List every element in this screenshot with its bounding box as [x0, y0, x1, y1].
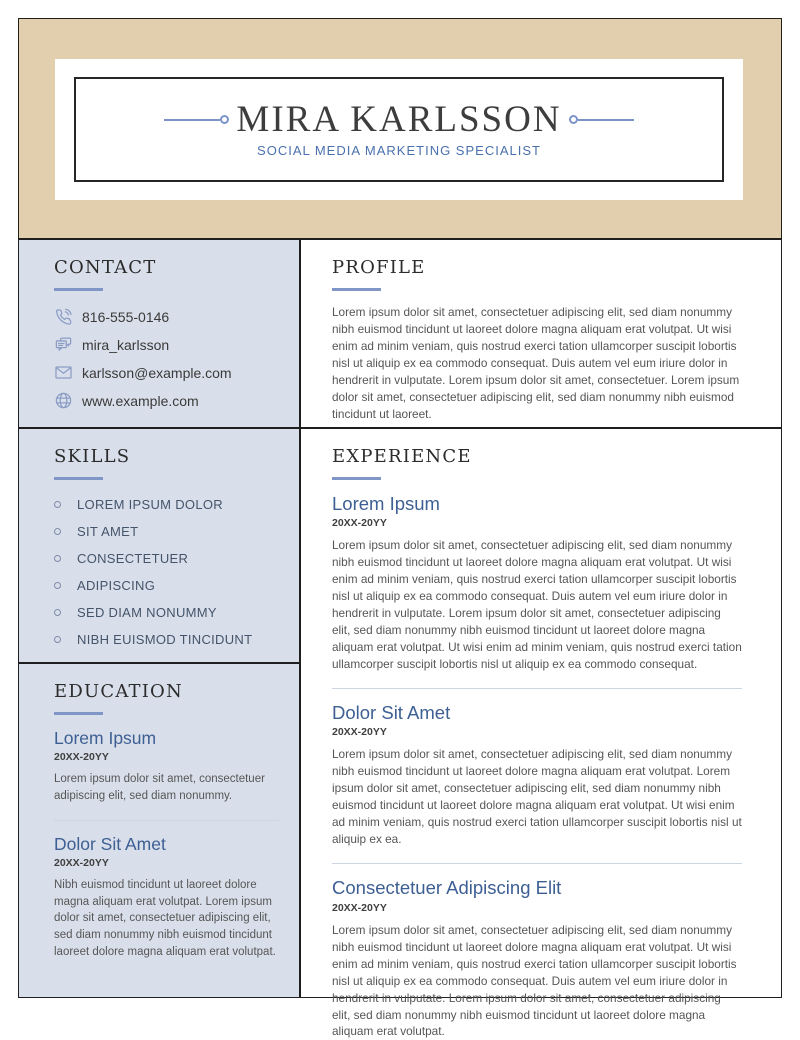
experience-entry-body: Lorem ipsum dolor sit amet, consectetuer adipiscing elit, sed diam nonummy nibh euismod tincidunt ut laoreet dolore magna aliquam erat volutpat. Ut wisi enim ad minim veniam, quis nostrud exerci tation ullamcorper suscipit lobortis nisl ut aliquip ex ea commodo consequat. Duis autem vel eum iriure dolor in hendrerit in vulputate. Lorem ipsum dolor sit amet, consectetuer adipiscing elit, sed diam nonummy nibh euismod tincidunt ut laoreet dolore magna aliquam erat volutpat. Ut wisi enim ad minim veniam, quis nostrud exerci tation ullamcorper suscipit lobortis nisl ut aliquip ex ea commodo consequat. — [332, 538, 742, 672]
contact-website-value: www.example.com — [82, 392, 199, 409]
experience-entry-dates: 20XX-20YY — [332, 901, 387, 914]
education-entry — [54, 834, 279, 960]
skills-list — [54, 497, 279, 647]
flourish-line — [578, 119, 634, 121]
experience-entry-title: Dolor Sit Amet — [332, 702, 451, 724]
education-entry-title: Dolor Sit Amet — [54, 834, 166, 855]
left-flourish — [164, 115, 229, 124]
experience-entry-body: Lorem ipsum dolor sit amet, consectetuer adipiscing elit, sed diam nonummy nibh euismod tincidunt ut laoreet dolore magna aliquam erat volutpat. Ut wisi enim ad minim veniam, quis nostrud exerci tation ullamcorper suscipit lobortis nisl ut aliquip ex ea commodo consequat. Duis autem vel eum iriure dolor in hendrerit in vulputate. Lorem ipsum dolor sit amet, consectetuer adipiscing elit, sed diam nonummy nibh euismod tincidunt ut laoreet dolore magna aliquam erat volutpat. — [332, 922, 737, 1039]
right-flourish — [569, 115, 634, 124]
person-name: MIRA KARLSSON — [236, 99, 562, 140]
circle-bullet-icon — [54, 501, 61, 508]
entry-divider — [332, 688, 742, 689]
contact-list — [54, 307, 279, 410]
experience-entry — [332, 702, 742, 848]
header-band — [19, 19, 781, 240]
circle-bullet-icon — [54, 555, 61, 562]
entry-divider — [54, 820, 279, 821]
heading-rule — [54, 712, 103, 715]
contact-phone-value: 816-555-0146 — [82, 308, 170, 325]
skill-item — [54, 497, 279, 512]
skill-label: SED DIAM NONUMMY — [77, 605, 217, 620]
circle-bullet-icon — [54, 528, 61, 535]
contact-heading: CONTACT — [54, 257, 157, 278]
chat-icon — [54, 335, 73, 354]
contact-item-chat — [54, 335, 279, 354]
contact-item-website — [54, 391, 279, 410]
skills-heading: SKILLS — [54, 446, 131, 467]
name-box — [55, 59, 743, 200]
circle-bullet-icon — [54, 636, 61, 643]
skill-label: ADIPISCING — [77, 578, 156, 593]
contact-chat-value: mira_karlsson — [82, 336, 170, 353]
contact-section — [19, 240, 301, 429]
skill-label: NIBH EUISMOD TINCIDUNT — [77, 632, 253, 647]
education-entry-title: Lorem Ipsum — [54, 728, 157, 748]
flourish-line — [164, 119, 220, 121]
education-entry-body: Lorem ipsum dolor sit amet, consectetuer adipiscing elit, sed diam nonummy. — [54, 773, 265, 802]
experience-section — [301, 429, 781, 1039]
education-entry-dates: 20XX-20YY — [54, 857, 109, 870]
skill-label: SIT AMET — [77, 524, 139, 539]
skill-item — [54, 551, 279, 566]
globe-icon — [54, 391, 73, 410]
education-heading: EDUCATION — [54, 681, 183, 702]
profile-section — [301, 240, 781, 429]
experience-entry-title: Lorem Ipsum — [332, 493, 440, 514]
circle-bullet-icon — [54, 582, 61, 589]
flourish-ring-icon — [220, 115, 229, 124]
experience-entry-title: Consectetuer Adipiscing Elit — [332, 877, 562, 899]
heading-rule — [54, 288, 103, 291]
profile-body: Lorem ipsum dolor sit amet, consectetuer adipiscing elit, sed diam nonummy nibh euismod tincidunt ut laoreet dolore magna aliquam erat volutpat. Ut wisi enim ad minim veniam, quis nostrud exerci tation ullamcorper suscipit lobortis nisl ut aliquip ex ea commodo consequat. Duis autem vel eum iriure dolor in hendrerit in vulputate. Lorem ipsum dolor sit amet, consectetuer. Lorem ipsum dolor sit amet, consectetuer adipiscing elit, sed diam nonummy nibh euismod tincidunt ut laoreet. — [332, 305, 740, 421]
heading-rule — [332, 477, 381, 480]
experience-entry — [332, 877, 742, 1040]
skill-item — [54, 632, 279, 647]
skill-label: LOREM IPSUM DOLOR — [77, 497, 223, 512]
contact-item-email — [54, 363, 279, 382]
experience-entry-dates: 20XX-20YY — [332, 517, 387, 530]
circle-bullet-icon — [54, 609, 61, 616]
skill-item — [54, 524, 279, 539]
name-row — [164, 101, 633, 138]
education-entry-dates: 20XX-20YY — [54, 751, 109, 764]
phone-icon — [54, 307, 73, 326]
job-title: SOCIAL MEDIA MARKETING SPECIALIST — [257, 143, 541, 158]
skills-section — [19, 429, 301, 664]
skill-label: CONSECTETUER — [77, 551, 189, 566]
experience-entry-body: Lorem ipsum dolor sit amet, consectetuer adipiscing elit, sed diam nonummy nibh euismod tincidunt ut laoreet dolore magna aliquam erat volutpat. Lorem ipsum dolor sit amet, consectetuer adipiscing elit, sed diam nonummy nibh euismod tincidunt ut laoreet dolore magna aliquam erat volutpat. Ut wisi enim ad minim veniam, quis nostrud exerci tation ullamcorper suscipit lobortis nisl ut aliquip ex ea. — [332, 747, 742, 847]
heading-rule — [54, 477, 103, 480]
name-box-border — [74, 77, 724, 182]
education-entry — [54, 728, 279, 804]
education-entry-body: Nibh euismod tincidunt ut laoreet dolore magna aliquam erat volutpat. Lorem ipsum dolor sit amet, consectetuer adipiscing elit, sed diam nonummy nibh euismod tincidunt laoreet dolore magna aliquam erat volutpat. — [54, 879, 276, 958]
skill-item — [54, 578, 279, 593]
profile-heading: PROFILE — [332, 257, 426, 278]
skill-item — [54, 605, 279, 620]
contact-item-phone — [54, 307, 279, 326]
experience-entry-dates: 20XX-20YY — [332, 726, 387, 739]
heading-rule — [332, 288, 381, 291]
contact-email-value: karlsson@example.com — [82, 364, 232, 381]
flourish-ring-icon — [569, 115, 578, 124]
resume-document — [18, 18, 782, 1039]
entry-divider — [332, 863, 742, 864]
mail-icon — [54, 363, 73, 382]
experience-heading: EXPERIENCE — [332, 446, 472, 467]
education-section — [19, 664, 301, 997]
experience-entry — [332, 493, 742, 673]
